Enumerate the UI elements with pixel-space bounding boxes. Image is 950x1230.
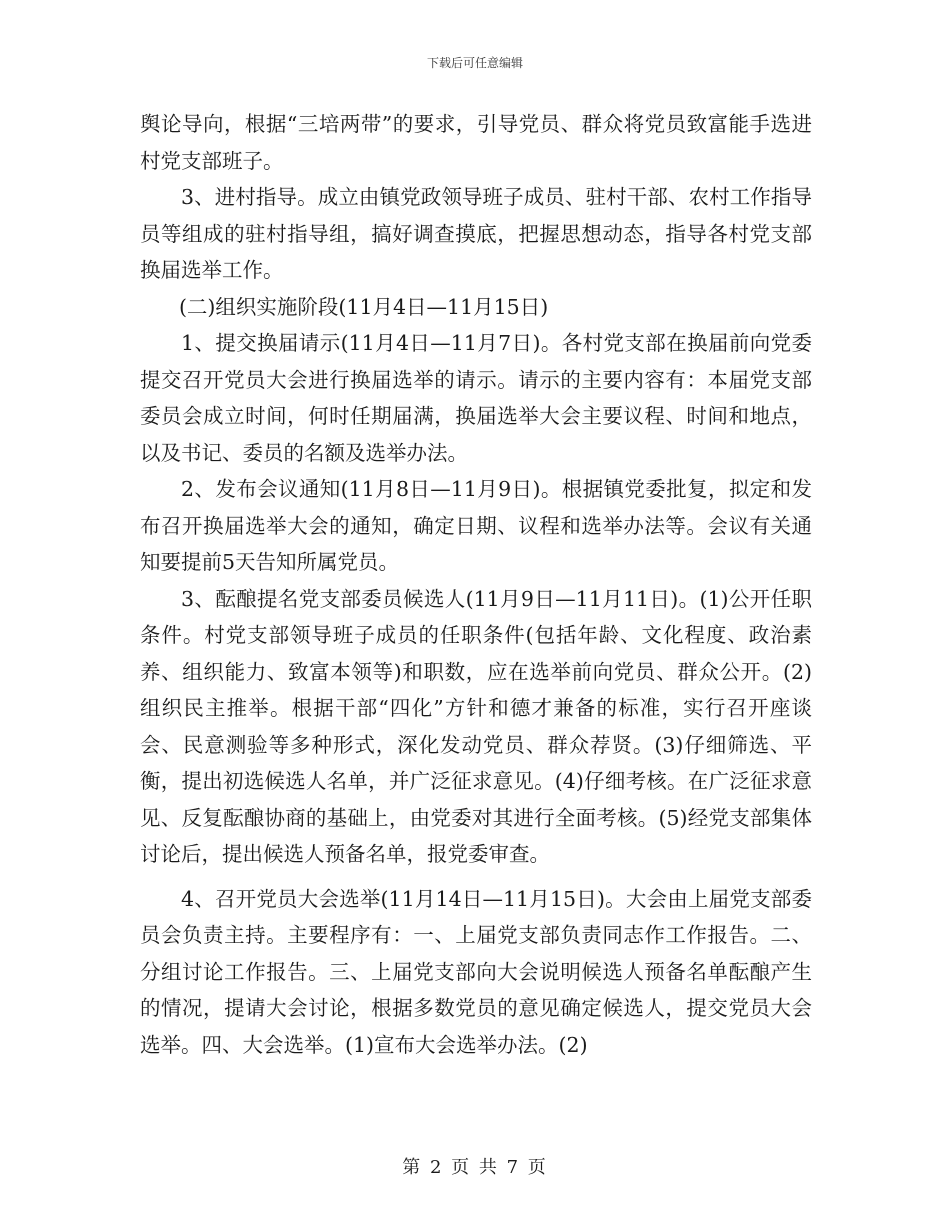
document-body <box>140 106 812 1063</box>
paragraph-continuation: 舆论导向，根据“三培两带”的要求，引导党员、群众将党员致富能手选进村党支部班子。 <box>140 112 812 173</box>
paragraph-submit-request: 1、提交换届请示(11月4日—11月7日)。各村党支部在换届前向党委提交召开党员大会进行换届选举的请示。请示的主要内容有：本届党支部委员会成立时间，何时任期届满，换届选举大会主要议程、时间和地点，以及书记、委员的名额及选举办法。 <box>140 331 812 465</box>
section-heading-implementation: (二)组织实施阶段(11月4日—11月15日) <box>178 294 549 319</box>
page-header: 下载后可任意编辑 <box>426 56 523 70</box>
paragraph-village-guidance: 3、进村指导。成立由镇党政领导班子成员、驻村干部、农村工作指导员等组成的驻村指导组，搞好调查摸底，把握思想动态，指导各村党支部换届选举工作。 <box>140 185 812 282</box>
paragraph-meeting-notice: 2、发布会议通知(11月8日—11月9日)。根据镇党委批复，拟定和发布召开换届选举大会的通知，确定日期、议程和选举办法等。会议有关通知要提前5天告知所属党员。 <box>140 477 812 574</box>
page-number-footer: 第 2 页 共 7 页 <box>402 1157 548 1178</box>
paragraph-nominate-candidates: 3、酝酿提名党支部委员候选人(11月9日—11月11日)。(1)公开任职条件。村党支部领导班子成员的任职条件(包括年龄、文化程度、政治素养、组织能力、致富本领等)和职数，应在选举前向党员、群众公开。(2)组织民主推举。根据干部“四化”方针和德才兼备的标准，实行召开座谈会、民意测验等多种形式，深化发动党员、群众荐贤。(3)仔细筛选、平衡，提出初选候选人名单，并广泛征求意见。(4)仔细考核。在广泛征求意见、反复酝酿协商的基础上，由党委对其进行全面考核。(5)经党支部集体讨论后，提出候选人预备名单，报党委审查。 <box>140 586 812 866</box>
paragraph-party-congress-election: 4、召开党员大会选举(11月14日—11月15日)。大会由上届党支部委员会负责主持。主要程序有：一、上届党支部负责同志作工作报告。二、分组讨论工作报告。三、上届党支部向大会说明候选人预备名单酝酿产生的情况，提请大会讨论，根据多数党员的意见确定候选人，提交党员大会选举。四、大会选举。(1)宣布大会选举办法。(2) <box>140 886 812 1057</box>
